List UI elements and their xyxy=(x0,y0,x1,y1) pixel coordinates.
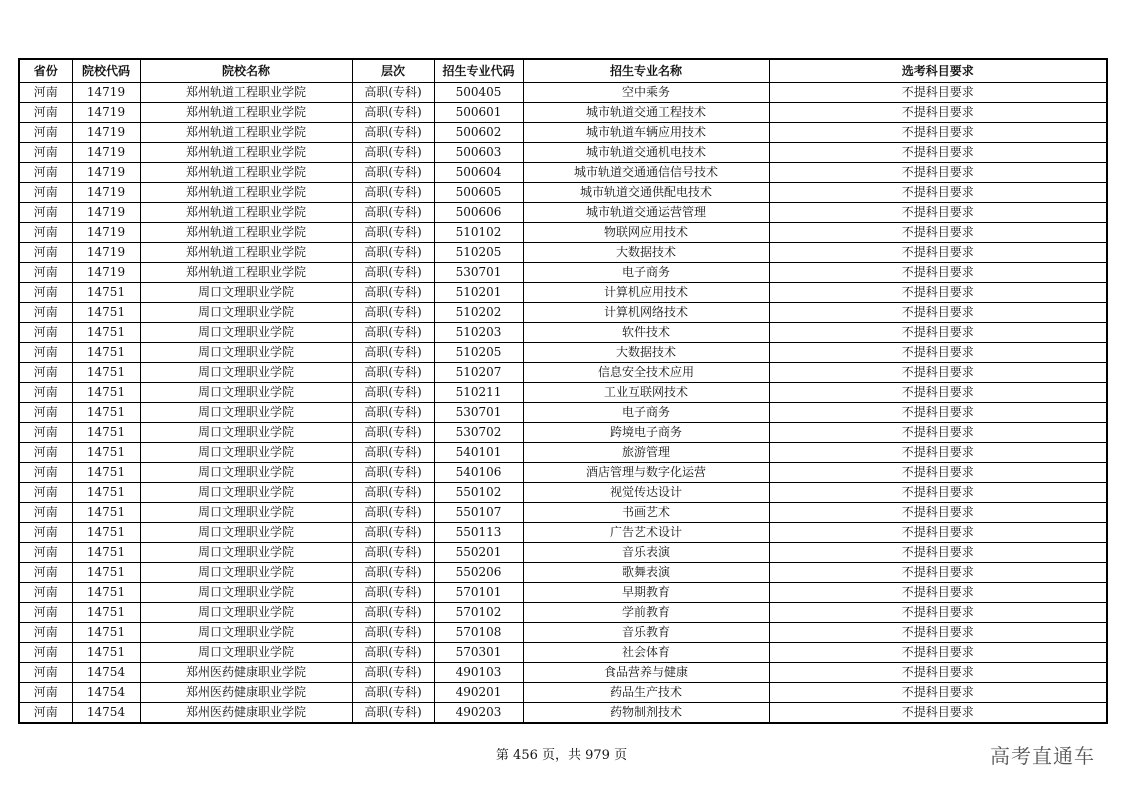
cell-level: 高职(专科) xyxy=(352,283,434,303)
cell-school-name: 周口文理职业学院 xyxy=(140,283,352,303)
cell-school-name: 周口文理职业学院 xyxy=(140,623,352,643)
cell-major-name: 大数据技术 xyxy=(523,343,769,363)
cell-province: 河南 xyxy=(19,503,72,523)
cell-school-name: 周口文理职业学院 xyxy=(140,643,352,663)
cell-province: 河南 xyxy=(19,403,72,423)
cell-subject-requirement: 不提科目要求 xyxy=(769,183,1107,203)
cell-subject-requirement: 不提科目要求 xyxy=(769,543,1107,563)
cell-subject-requirement: 不提科目要求 xyxy=(769,563,1107,583)
cell-school-code: 14719 xyxy=(72,163,140,183)
header-major-name: 招生专业名称 xyxy=(523,59,769,83)
cell-major-code: 510211 xyxy=(434,383,523,403)
cell-school-code: 14719 xyxy=(72,83,140,103)
cell-major-code: 500606 xyxy=(434,203,523,223)
cell-school-code: 14751 xyxy=(72,443,140,463)
cell-major-name: 软件技术 xyxy=(523,323,769,343)
cell-school-code: 14719 xyxy=(72,103,140,123)
cell-major-name: 药物制剂技术 xyxy=(523,703,769,724)
cell-province: 河南 xyxy=(19,183,72,203)
cell-major-code: 550113 xyxy=(434,523,523,543)
cell-major-name: 学前教育 xyxy=(523,603,769,623)
cell-school-code: 14751 xyxy=(72,503,140,523)
table-row xyxy=(19,203,1107,223)
cell-school-code: 14751 xyxy=(72,583,140,603)
cell-subject-requirement: 不提科目要求 xyxy=(769,523,1107,543)
cell-major-code: 500405 xyxy=(434,83,523,103)
cell-school-name: 郑州轨道工程职业学院 xyxy=(140,83,352,103)
cell-major-name: 城市轨道交通工程技术 xyxy=(523,103,769,123)
table-row xyxy=(19,543,1107,563)
cell-school-code: 14719 xyxy=(72,223,140,243)
cell-province: 河南 xyxy=(19,383,72,403)
table-row xyxy=(19,443,1107,463)
cell-school-name: 郑州轨道工程职业学院 xyxy=(140,263,352,283)
cell-major-name: 歌舞表演 xyxy=(523,563,769,583)
cell-province: 河南 xyxy=(19,603,72,623)
cell-level: 高职(专科) xyxy=(352,543,434,563)
table-row xyxy=(19,663,1107,683)
cell-school-name: 周口文理职业学院 xyxy=(140,443,352,463)
header-subject-requirement: 选考科目要求 xyxy=(769,59,1107,83)
cell-subject-requirement: 不提科目要求 xyxy=(769,643,1107,663)
cell-major-name: 视觉传达设计 xyxy=(523,483,769,503)
cell-major-code: 490103 xyxy=(434,663,523,683)
cell-school-code: 14751 xyxy=(72,343,140,363)
table-row xyxy=(19,223,1107,243)
cell-major-name: 酒店管理与数字化运营 xyxy=(523,463,769,483)
cell-province: 河南 xyxy=(19,463,72,483)
cell-major-code: 500605 xyxy=(434,183,523,203)
cell-level: 高职(专科) xyxy=(352,403,434,423)
cell-province: 河南 xyxy=(19,143,72,163)
cell-major-code: 510102 xyxy=(434,223,523,243)
cell-major-name: 城市轨道交通机电技术 xyxy=(523,143,769,163)
cell-province: 河南 xyxy=(19,543,72,563)
cell-school-code: 14751 xyxy=(72,523,140,543)
cell-major-name: 音乐表演 xyxy=(523,543,769,563)
cell-school-code: 14751 xyxy=(72,363,140,383)
cell-school-code: 14751 xyxy=(72,383,140,403)
cell-major-code: 540106 xyxy=(434,463,523,483)
cell-province: 河南 xyxy=(19,203,72,223)
cell-school-name: 郑州轨道工程职业学院 xyxy=(140,123,352,143)
table-row xyxy=(19,563,1107,583)
cell-school-name: 郑州医药健康职业学院 xyxy=(140,703,352,724)
table-row xyxy=(19,303,1107,323)
header-level: 层次 xyxy=(352,59,434,83)
cell-province: 河南 xyxy=(19,483,72,503)
cell-major-code: 540101 xyxy=(434,443,523,463)
cell-level: 高职(专科) xyxy=(352,623,434,643)
cell-level: 高职(专科) xyxy=(352,503,434,523)
watermark-text: 高考直通车 xyxy=(990,744,1095,768)
table-row xyxy=(19,643,1107,663)
table-header-row xyxy=(19,59,1107,83)
cell-subject-requirement: 不提科目要求 xyxy=(769,223,1107,243)
cell-level: 高职(专科) xyxy=(352,183,434,203)
cell-subject-requirement: 不提科目要求 xyxy=(769,303,1107,323)
table-row xyxy=(19,403,1107,423)
table-row xyxy=(19,323,1107,343)
cell-major-name: 物联网应用技术 xyxy=(523,223,769,243)
cell-major-code: 530701 xyxy=(434,263,523,283)
cell-province: 河南 xyxy=(19,223,72,243)
cell-level: 高职(专科) xyxy=(352,163,434,183)
table-body xyxy=(19,83,1107,724)
table-row xyxy=(19,343,1107,363)
cell-subject-requirement: 不提科目要求 xyxy=(769,263,1107,283)
cell-school-name: 周口文理职业学院 xyxy=(140,363,352,383)
cell-subject-requirement: 不提科目要求 xyxy=(769,143,1107,163)
cell-school-name: 周口文理职业学院 xyxy=(140,423,352,443)
header-major-code: 招生专业代码 xyxy=(434,59,523,83)
cell-province: 河南 xyxy=(19,563,72,583)
cell-school-code: 14751 xyxy=(72,643,140,663)
cell-major-code: 510203 xyxy=(434,323,523,343)
cell-major-code: 550201 xyxy=(434,543,523,563)
cell-subject-requirement: 不提科目要求 xyxy=(769,603,1107,623)
table-row xyxy=(19,103,1107,123)
cell-school-name: 周口文理职业学院 xyxy=(140,403,352,423)
cell-school-name: 郑州轨道工程职业学院 xyxy=(140,223,352,243)
cell-major-name: 食品营养与健康 xyxy=(523,663,769,683)
cell-subject-requirement: 不提科目要求 xyxy=(769,103,1107,123)
cell-major-name: 信息安全技术应用 xyxy=(523,363,769,383)
cell-level: 高职(专科) xyxy=(352,683,434,703)
cell-level: 高职(专科) xyxy=(352,103,434,123)
cell-subject-requirement: 不提科目要求 xyxy=(769,123,1107,143)
cell-major-code: 550107 xyxy=(434,503,523,523)
cell-major-code: 490203 xyxy=(434,703,523,724)
cell-school-name: 周口文理职业学院 xyxy=(140,503,352,523)
cell-school-name: 周口文理职业学院 xyxy=(140,323,352,343)
cell-province: 河南 xyxy=(19,523,72,543)
table-row xyxy=(19,523,1107,543)
cell-subject-requirement: 不提科目要求 xyxy=(769,403,1107,423)
cell-major-name: 早期教育 xyxy=(523,583,769,603)
cell-school-code: 14751 xyxy=(72,483,140,503)
cell-province: 河南 xyxy=(19,443,72,463)
cell-province: 河南 xyxy=(19,683,72,703)
cell-school-name: 周口文理职业学院 xyxy=(140,463,352,483)
cell-major-code: 490201 xyxy=(434,683,523,703)
cell-subject-requirement: 不提科目要求 xyxy=(769,663,1107,683)
cell-province: 河南 xyxy=(19,123,72,143)
cell-school-code: 14719 xyxy=(72,123,140,143)
cell-level: 高职(专科) xyxy=(352,523,434,543)
cell-major-code: 500603 xyxy=(434,143,523,163)
table-row xyxy=(19,603,1107,623)
cell-school-code: 14751 xyxy=(72,563,140,583)
cell-subject-requirement: 不提科目要求 xyxy=(769,83,1107,103)
table-row xyxy=(19,283,1107,303)
table-row xyxy=(19,83,1107,103)
cell-major-name: 书画艺术 xyxy=(523,503,769,523)
cell-school-code: 14719 xyxy=(72,263,140,283)
cell-level: 高职(专科) xyxy=(352,83,434,103)
header-province: 省份 xyxy=(19,59,72,83)
cell-major-name: 跨境电子商务 xyxy=(523,423,769,443)
cell-major-name: 电子商务 xyxy=(523,403,769,423)
cell-school-code: 14754 xyxy=(72,663,140,683)
cell-subject-requirement: 不提科目要求 xyxy=(769,243,1107,263)
cell-school-name: 周口文理职业学院 xyxy=(140,563,352,583)
cell-subject-requirement: 不提科目要求 xyxy=(769,423,1107,443)
cell-level: 高职(专科) xyxy=(352,423,434,443)
cell-level: 高职(专科) xyxy=(352,323,434,343)
cell-level: 高职(专科) xyxy=(352,383,434,403)
cell-school-name: 郑州轨道工程职业学院 xyxy=(140,203,352,223)
table-row xyxy=(19,703,1107,724)
cell-level: 高职(专科) xyxy=(352,643,434,663)
cell-major-code: 510201 xyxy=(434,283,523,303)
cell-major-name: 计算机应用技术 xyxy=(523,283,769,303)
cell-province: 河南 xyxy=(19,283,72,303)
cell-subject-requirement: 不提科目要求 xyxy=(769,203,1107,223)
cell-level: 高职(专科) xyxy=(352,143,434,163)
cell-province: 河南 xyxy=(19,263,72,283)
cell-major-name: 大数据技术 xyxy=(523,243,769,263)
table-row xyxy=(19,463,1107,483)
cell-school-code: 14751 xyxy=(72,283,140,303)
table-row xyxy=(19,143,1107,163)
header-school-code: 院校代码 xyxy=(72,59,140,83)
cell-subject-requirement: 不提科目要求 xyxy=(769,503,1107,523)
cell-level: 高职(专科) xyxy=(352,203,434,223)
cell-major-name: 城市轨道交通通信信号技术 xyxy=(523,163,769,183)
table-row xyxy=(19,483,1107,503)
cell-school-code: 14751 xyxy=(72,623,140,643)
cell-province: 河南 xyxy=(19,103,72,123)
cell-school-name: 周口文理职业学院 xyxy=(140,543,352,563)
cell-major-name: 药品生产技术 xyxy=(523,683,769,703)
cell-school-code: 14719 xyxy=(72,243,140,263)
cell-school-name: 郑州轨道工程职业学院 xyxy=(140,143,352,163)
cell-school-name: 周口文理职业学院 xyxy=(140,483,352,503)
cell-major-name: 城市轨道交通运营管理 xyxy=(523,203,769,223)
cell-major-name: 旅游管理 xyxy=(523,443,769,463)
cell-major-code: 570102 xyxy=(434,603,523,623)
cell-level: 高职(专科) xyxy=(352,363,434,383)
cell-subject-requirement: 不提科目要求 xyxy=(769,703,1107,724)
cell-province: 河南 xyxy=(19,163,72,183)
cell-province: 河南 xyxy=(19,623,72,643)
cell-subject-requirement: 不提科目要求 xyxy=(769,623,1107,643)
cell-level: 高职(专科) xyxy=(352,443,434,463)
cell-school-name: 周口文理职业学院 xyxy=(140,303,352,323)
cell-province: 河南 xyxy=(19,303,72,323)
cell-level: 高职(专科) xyxy=(352,263,434,283)
cell-school-name: 周口文理职业学院 xyxy=(140,343,352,363)
cell-school-name: 郑州医药健康职业学院 xyxy=(140,683,352,703)
cell-province: 河南 xyxy=(19,343,72,363)
cell-level: 高职(专科) xyxy=(352,243,434,263)
cell-major-code: 500601 xyxy=(434,103,523,123)
cell-school-code: 14719 xyxy=(72,183,140,203)
cell-school-code: 14751 xyxy=(72,303,140,323)
table-row xyxy=(19,623,1107,643)
cell-level: 高职(专科) xyxy=(352,563,434,583)
cell-subject-requirement: 不提科目要求 xyxy=(769,363,1107,383)
cell-school-code: 14754 xyxy=(72,683,140,703)
page-number: 第 456 页，共 979 页 xyxy=(495,748,628,763)
cell-level: 高职(专科) xyxy=(352,603,434,623)
cell-province: 河南 xyxy=(19,363,72,383)
cell-major-code: 570301 xyxy=(434,643,523,663)
cell-major-code: 570101 xyxy=(434,583,523,603)
cell-subject-requirement: 不提科目要求 xyxy=(769,383,1107,403)
cell-school-name: 郑州轨道工程职业学院 xyxy=(140,103,352,123)
cell-major-name: 城市轨道车辆应用技术 xyxy=(523,123,769,143)
cell-major-code: 550206 xyxy=(434,563,523,583)
cell-school-name: 郑州医药健康职业学院 xyxy=(140,663,352,683)
cell-province: 河南 xyxy=(19,663,72,683)
table-row xyxy=(19,503,1107,523)
table-row xyxy=(19,163,1107,183)
cell-major-code: 570108 xyxy=(434,623,523,643)
cell-level: 高职(专科) xyxy=(352,463,434,483)
cell-subject-requirement: 不提科目要求 xyxy=(769,483,1107,503)
cell-subject-requirement: 不提科目要求 xyxy=(769,463,1107,483)
cell-school-code: 14754 xyxy=(72,703,140,724)
cell-major-code: 510205 xyxy=(434,243,523,263)
cell-subject-requirement: 不提科目要求 xyxy=(769,583,1107,603)
cell-major-name: 工业互联网技术 xyxy=(523,383,769,403)
cell-major-code: 530701 xyxy=(434,403,523,423)
cell-subject-requirement: 不提科目要求 xyxy=(769,443,1107,463)
cell-school-name: 周口文理职业学院 xyxy=(140,383,352,403)
cell-level: 高职(专科) xyxy=(352,343,434,363)
cell-school-code: 14751 xyxy=(72,603,140,623)
table-row xyxy=(19,683,1107,703)
table-row xyxy=(19,243,1107,263)
cell-major-code: 550102 xyxy=(434,483,523,503)
cell-school-name: 郑州轨道工程职业学院 xyxy=(140,183,352,203)
cell-school-code: 14719 xyxy=(72,203,140,223)
table-row xyxy=(19,183,1107,203)
cell-subject-requirement: 不提科目要求 xyxy=(769,683,1107,703)
cell-province: 河南 xyxy=(19,583,72,603)
cell-major-code: 530702 xyxy=(434,423,523,443)
cell-level: 高职(专科) xyxy=(352,703,434,724)
cell-major-code: 500602 xyxy=(434,123,523,143)
cell-school-code: 14751 xyxy=(72,543,140,563)
cell-school-code: 14751 xyxy=(72,463,140,483)
cell-level: 高职(专科) xyxy=(352,483,434,503)
cell-subject-requirement: 不提科目要求 xyxy=(769,283,1107,303)
cell-major-name: 计算机网络技术 xyxy=(523,303,769,323)
table-row xyxy=(19,363,1107,383)
table-row xyxy=(19,583,1107,603)
cell-subject-requirement: 不提科目要求 xyxy=(769,323,1107,343)
table-row xyxy=(19,263,1107,283)
cell-school-code: 14719 xyxy=(72,143,140,163)
cell-school-name: 郑州轨道工程职业学院 xyxy=(140,243,352,263)
cell-province: 河南 xyxy=(19,423,72,443)
cell-province: 河南 xyxy=(19,323,72,343)
cell-level: 高职(专科) xyxy=(352,303,434,323)
cell-major-name: 空中乘务 xyxy=(523,83,769,103)
cell-major-code: 510202 xyxy=(434,303,523,323)
cell-major-code: 510205 xyxy=(434,343,523,363)
admission-table xyxy=(18,58,1108,724)
table-row xyxy=(19,423,1107,443)
cell-province: 河南 xyxy=(19,83,72,103)
cell-major-name: 城市轨道交通供配电技术 xyxy=(523,183,769,203)
cell-major-name: 电子商务 xyxy=(523,263,769,283)
cell-school-name: 周口文理职业学院 xyxy=(140,583,352,603)
cell-major-code: 500604 xyxy=(434,163,523,183)
cell-major-name: 社会体育 xyxy=(523,643,769,663)
cell-school-name: 周口文理职业学院 xyxy=(140,603,352,623)
cell-level: 高职(专科) xyxy=(352,583,434,603)
cell-major-name: 广告艺术设计 xyxy=(523,523,769,543)
header-school-name: 院校名称 xyxy=(140,59,352,83)
cell-subject-requirement: 不提科目要求 xyxy=(769,343,1107,363)
cell-school-name: 周口文理职业学院 xyxy=(140,523,352,543)
cell-province: 河南 xyxy=(19,643,72,663)
cell-major-code: 510207 xyxy=(434,363,523,383)
cell-level: 高职(专科) xyxy=(352,663,434,683)
table-row xyxy=(19,123,1107,143)
cell-school-code: 14751 xyxy=(72,323,140,343)
cell-school-name: 郑州轨道工程职业学院 xyxy=(140,163,352,183)
cell-province: 河南 xyxy=(19,703,72,724)
cell-subject-requirement: 不提科目要求 xyxy=(769,163,1107,183)
table-row xyxy=(19,383,1107,403)
cell-province: 河南 xyxy=(19,243,72,263)
cell-school-code: 14751 xyxy=(72,403,140,423)
cell-major-name: 音乐教育 xyxy=(523,623,769,643)
cell-school-code: 14751 xyxy=(72,423,140,443)
cell-level: 高职(专科) xyxy=(352,123,434,143)
cell-level: 高职(专科) xyxy=(352,223,434,243)
